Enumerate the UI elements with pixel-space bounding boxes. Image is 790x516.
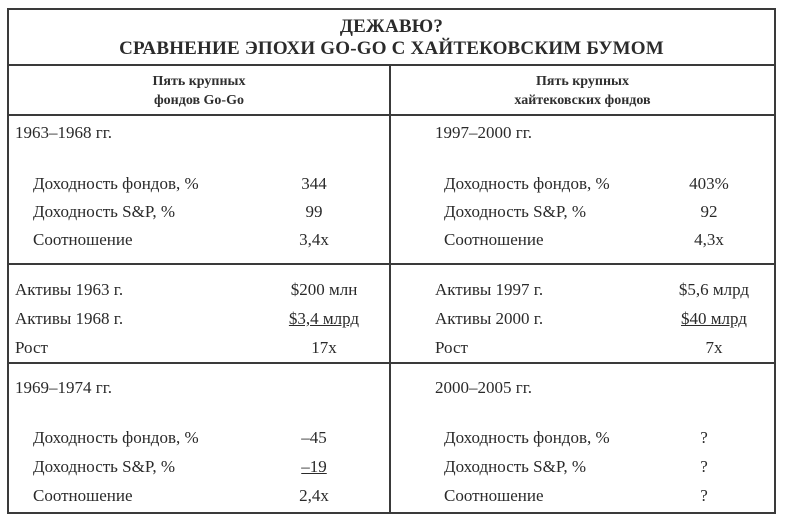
row-label: Активы 1997 г. — [435, 280, 544, 299]
row-value: 17x — [311, 338, 337, 357]
row-label: Доходность фондов, % — [444, 428, 610, 447]
row-label: Доходность S&P, % — [33, 457, 176, 476]
row-value: 403% — [689, 174, 729, 193]
row-value: 4,3x — [694, 230, 724, 249]
row-label: Доходность S&P, % — [444, 457, 587, 476]
period-label: 1997–2000 гг. — [435, 123, 533, 142]
row-label: Доходность S&P, % — [33, 202, 176, 221]
row-value: ? — [700, 486, 708, 505]
row-label: Соотношение — [33, 486, 133, 505]
row-label: Соотношение — [444, 230, 544, 249]
column-header-right — [391, 72, 774, 110]
row-label: Доходность фондов, % — [33, 174, 199, 193]
table-title — [9, 16, 774, 60]
column-header-left-line-2: фондов Go-Go — [154, 93, 244, 108]
column-header-left-line-1: Пять крупных — [152, 74, 246, 89]
row-value: –45 — [301, 428, 327, 447]
row-label: Рост — [435, 338, 468, 357]
row-value: $5,6 млрд — [678, 280, 750, 299]
row-value: ? — [700, 428, 708, 447]
row-value: $3,4 млрд — [288, 309, 360, 328]
row-value: 7x — [705, 338, 723, 357]
period-label: 1963–1968 гг. — [15, 123, 113, 142]
row-value: 3,4x — [299, 230, 329, 249]
row-value: 2,4x — [299, 486, 329, 505]
divider-boom — [9, 263, 774, 265]
period-label: 1969–1974 гг. — [15, 378, 113, 397]
divider-assets — [9, 362, 774, 364]
row-label: Активы 2000 г. — [435, 309, 544, 328]
row-value: $40 млрд — [681, 309, 747, 328]
row-value: ? — [700, 457, 708, 476]
row-label: Соотношение — [444, 486, 544, 505]
row-value: 92 — [700, 202, 718, 221]
divider-header — [9, 114, 774, 116]
row-label: Соотношение — [33, 230, 133, 249]
comparison-table — [7, 8, 776, 514]
column-header-left — [9, 72, 389, 110]
title-line-1: ДЕЖАВЮ? — [339, 16, 444, 37]
row-label: Доходность S&P, % — [444, 202, 587, 221]
row-label: Активы 1968 г. — [15, 309, 124, 328]
row-value: $200 млн — [290, 280, 358, 299]
row-label: Доходность фондов, % — [444, 174, 610, 193]
row-value: –19 — [301, 457, 327, 476]
row-label: Рост — [15, 338, 48, 357]
row-label: Активы 1963 г. — [15, 280, 124, 299]
period-label: 2000–2005 гг. — [435, 378, 533, 397]
column-header-right-line-2: хайтековских фондов — [514, 93, 651, 108]
row-value: 344 — [301, 174, 327, 193]
row-value: 99 — [305, 202, 323, 221]
divider-columns — [389, 65, 391, 512]
title-line-2: СРАВНЕНИЕ ЭПОХИ GO-GO С ХАЙТЕКОВСКИМ БУМОМ — [119, 38, 664, 59]
divider-title — [9, 64, 774, 66]
row-label: Доходность фондов, % — [33, 428, 199, 447]
column-header-right-line-1: Пять крупных — [536, 74, 629, 89]
